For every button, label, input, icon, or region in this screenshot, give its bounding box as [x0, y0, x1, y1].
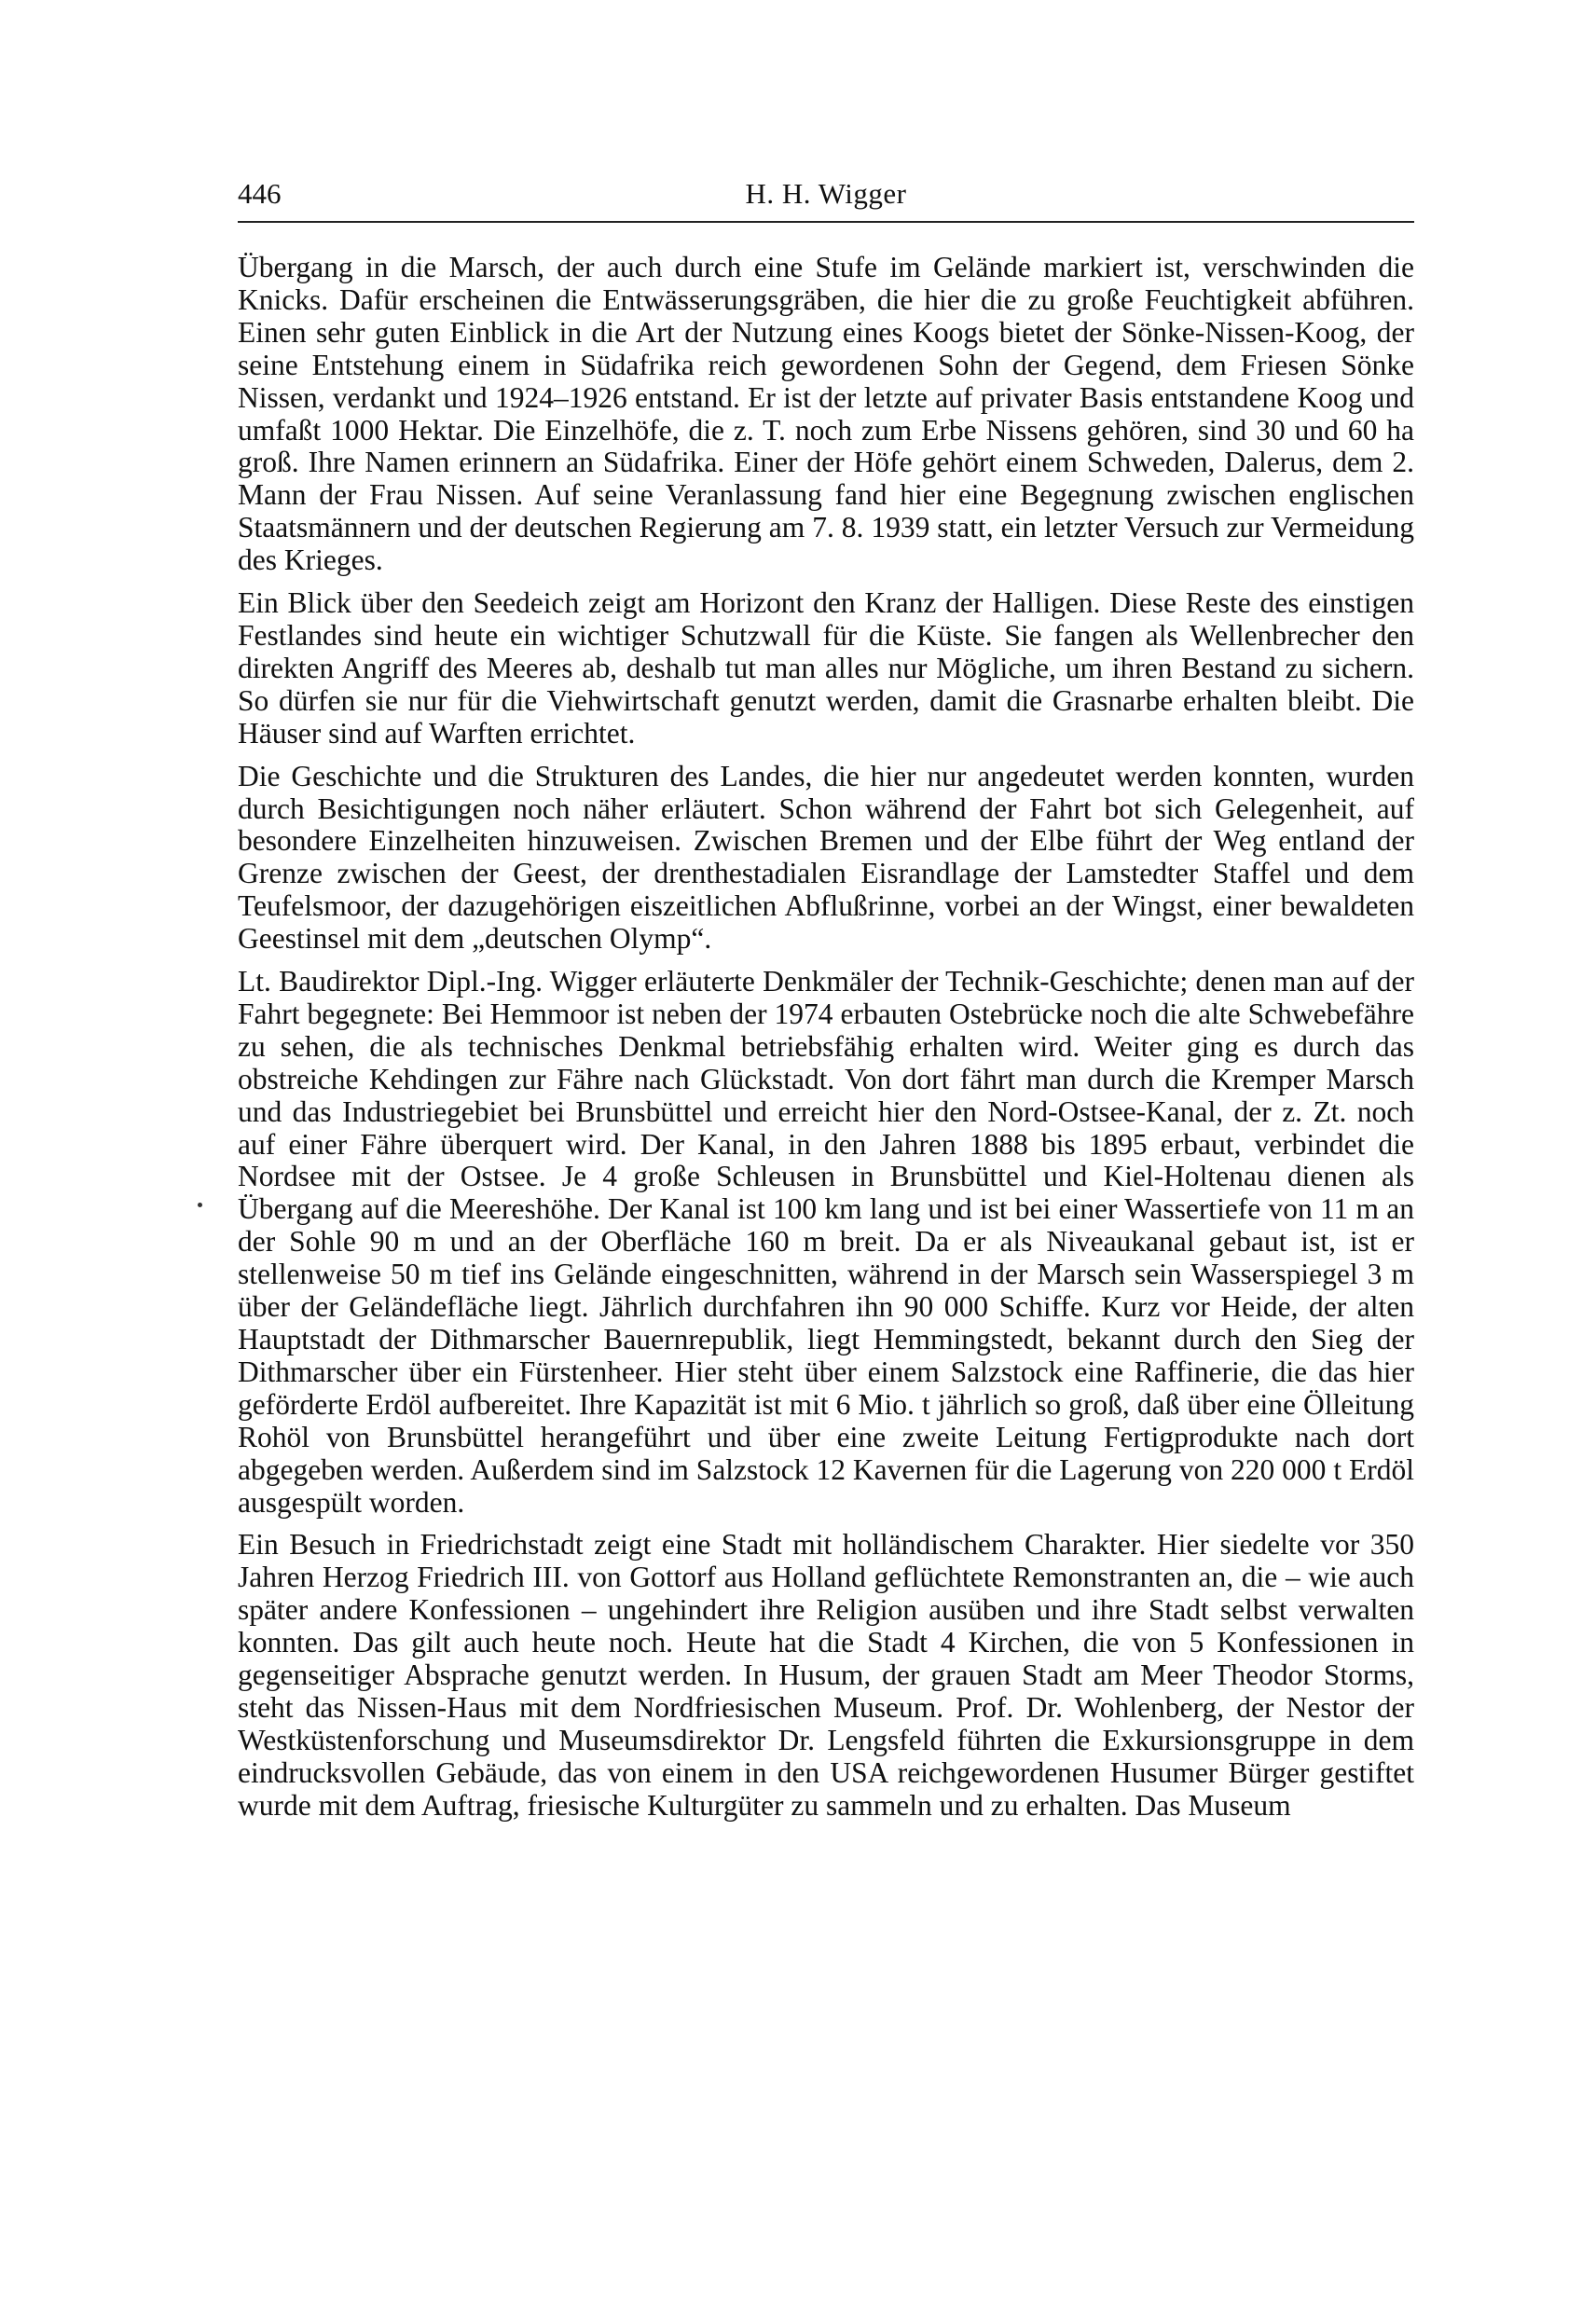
running-head: [238, 175, 1414, 213]
paragraph: Ein Besuch in Friedrichstadt zeigt eine Stadt mit holländischem Charakter. Hier siedelte vor 350 Jahren Herzog Friedrich III. von Gottorf aus Holland geflüchtete Remonstranten an, die – wie auch später andere Konfessionen – ungehindert ihre Religion ausüben und ihre Stadt selbst verwalten konnten. Das gilt auch heute noch. Heute hat die Stadt 4 Kirchen, die von 5 Konfessionen in gegenseitiger Absprache genutzt werden. In Husum, der grauen Stadt am Meer Theodor Storms, steht das Nissen-Haus mit dem Nordfriesischen Museum. Prof. Dr. Wohlenberg, der Nestor der Westküstenforschung und Museumsdirektor Dr. Lengsfeld führten die Exkursionsgruppe in dem eindrucksvollen Gebäude, das von einem in den USA reichgewordenen Husumer Bürger gestiftet wurde mit dem Auftrag, friesische Kulturgüter zu sammeln und zu erhalten. Das Museum: [238, 1528, 1414, 1822]
paragraph: Ein Blick über den Seedeich zeigt am Horizont den Kranz der Halligen. Diese Reste des einstigen Festlandes sind heute ein wichtiger Schutzwall für die Küste. Sie fangen als Wellenbrecher den direkten Angriff des Meeres ab, deshalb tut man alles nur Mögliche, um ihren Bestand zu sichern. So dürfen sie nur für die Viehwirtschaft genutzt werden, damit die Grasnarbe erhalten bleibt. Die Häuser sind auf Warften errichtet.: [238, 586, 1414, 750]
paragraph: Die Geschichte und die Strukturen des Landes, die hier nur angedeutet werden konnten, wurden durch Besichtigungen noch näher erläutert. Schon während der Fahrt bot sich Gelegenheit, auf besondere Einzelheiten hinzuweisen. Zwischen Bremen und der Elbe führt der Weg entland der Grenze zwischen der Geest, der drenthestadialen Eisrandlage der Lamstedter Staffel und dem Teufelsmoor, der dazugehörigen eiszeitlichen Abflußrinne, vorbei an der Wingst, einer bewaldeten Geestinsel mit dem „deutschen Olymp“.: [238, 759, 1414, 956]
paragraph: Übergang in die Marsch, der auch durch eine Stufe im Gelände markiert ist, verschwinden die Knicks. Dafür erscheinen die Entwässerungsgräben, die hier die zu große Feuchtigkeit abführen. Einen sehr guten Einblick in die Art der Nutzung eines Koogs bietet der Sönke-Nissen-Koog, der seine Entstehung einem in Südafrika reich gewordenen Sohn der Gegend, dem Friesen Sönke Nissen, verdankt und 1924–1926 entstand. Er ist der letzte auf privater Basis entstandene Koog und umfaßt 1000 Hektar. Die Einzelhöfe, die z. T. noch zum Erbe Nissens gehören, sind 30 und 60 ha groß. Ihre Namen erinnern an Südafrika. Einer der Höfe gehört einem Schweden, Dalerus, dem 2. Mann der Frau Nissen. Auf seine Veranlassung fand hier eine Begegnung zwischen englischen Staatsmännern und der deutschen Regierung am 7. 8. 1939 statt, ein letzter Versuch zur Vermeidung des Krieges.: [238, 251, 1414, 577]
margin-mark: [198, 1203, 202, 1207]
page-number: 446: [238, 177, 282, 210]
running-head-author: H. H. Wigger: [745, 177, 907, 210]
body-text: [238, 252, 1414, 1833]
header-rule: [238, 221, 1414, 223]
paragraph: Lt. Baudirektor Dipl.-Ing. Wigger erläuterte Denkmäler der Technik-Geschichte; denen man auf der Fahrt begegnete: Bei Hemmoor ist neben der 1974 erbauten Ostebrücke noch die alte Schwebefähre zu sehen, die als technisches Denkmal betriebsfähig erhalten wird. Weiter ging es durch das obstreiche Kehdingen zur Fähre nach Glückstadt. Von dort fährt man durch die Kremper Marsch und das Industriegebiet bei Brunsbüttel und erreicht hier den Nord-Ostsee-Kanal, der z. Zt. noch auf einer Fähre überquert wird. Der Kanal, in den Jahren 1888 bis 1895 erbaut, verbindet die Nordsee mit der Ostsee. Je 4 große Schleusen in Brunsbüttel und Kiel-Holtenau dienen als Übergang auf die Meereshöhe. Der Kanal ist 100 km lang und ist bei einer Wassertiefe von 11 m an der Sohle 90 m und an der Oberfläche 160 m breit. Da er als Niveaukanal gebaut ist, ist er stellenweise 50 m tief ins Gelände eingeschnitten, während in der Marsch sein Wasserspiegel 3 m über der Geländefläche liegt. Jährlich durchfahren ihn 90 000 Schiffe. Kurz vor Heide, der alten Hauptstadt der Dithmarscher Bauernrepublik, liegt Hemmingstedt, bekannt durch den Sieg der Dithmarscher über ein Fürstenheer. Hier steht über einem Salzstock eine Raffinerie, die das hier geförderte Erdöl aufbereitet. Ihre Kapazität ist mit 6 Mio. t jährlich so groß, daß über eine Ölleitung Rohöl von Brunsbüttel herangeführt und über eine zweite Leitung Fertigprodukte nach dort abgegeben werden. Außerdem sind im Salzstock 12 Kavernen für die Lagerung von 220 000 t Erdöl ausgespült worden.: [238, 965, 1414, 1519]
